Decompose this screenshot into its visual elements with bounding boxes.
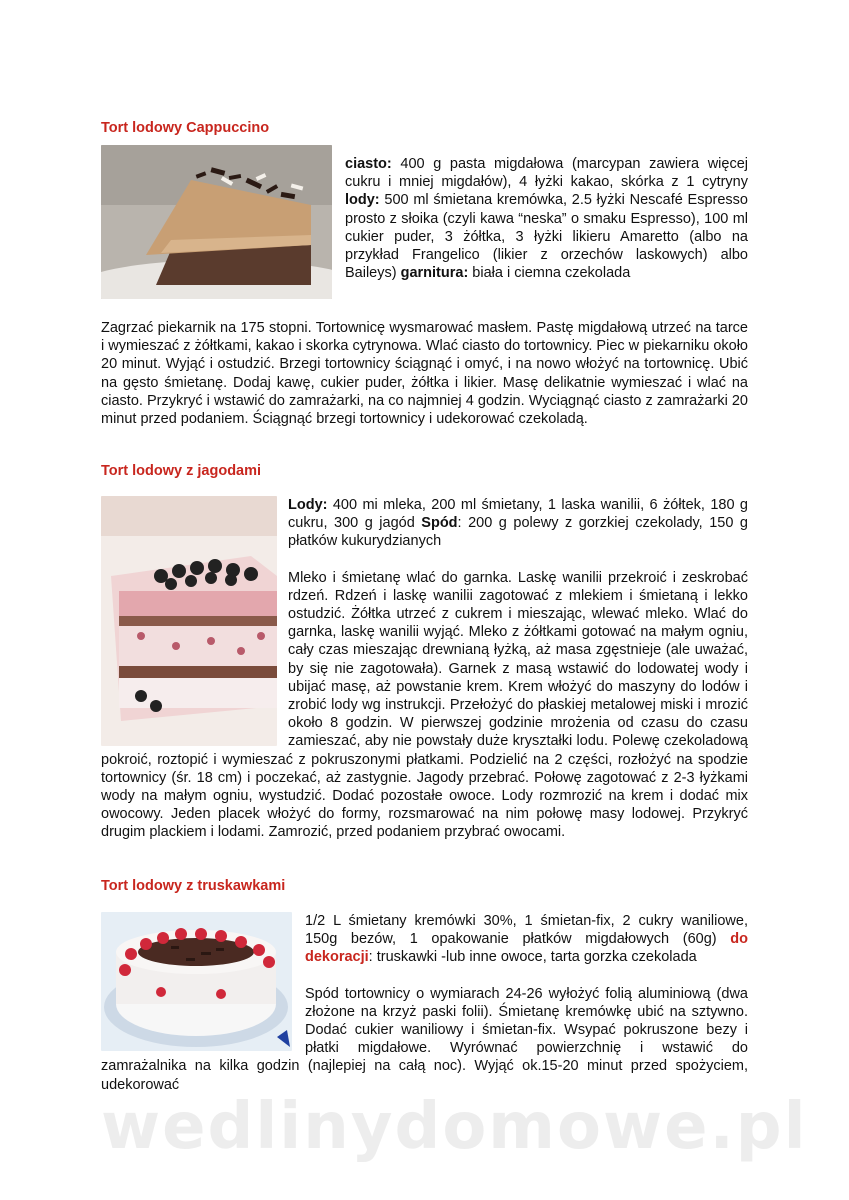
jagody-method: Mleko i śmietanę wlać do garnka. Laskę wanilii przekroić i zeskrobać rdzeń. Rdzeń i laskę wanilii zagotować z mlekiem i śmietaną i lekko ostudzić. Żółtka utrzeć z cukrem i mieszając, wlewać mleko. Wlać do garnka, laskę wanilii wyjąć. Mleko z żółtkami gotować na małym ogniu, cały czas mieszając drewnianą łyżką, aż masa zgęstnieje (ale uważać, by się nie zagotowała). Garnek z masą wstawić do lodowatej wody i ubijać masę, aż powstanie krem. Krem włożyć do maszyny do lodów i zrobić lody wg instrukcji. Przełożyć do płaskiej metalowej miski i mrozić około 8 godzin. W pierwszej godzinie mrożenia od czasu do czasu zamieszać, aby nie powstały duże kryształki lodu. Polewę czekoladową pokroić, roztopić i wymieszać z pokruszonymi płatkami. Podzielić na 2 części, rozłożyć na spodzie tortownicy (śr. 18 cm) i poczekać, aż zastygnie. Jagody przebrać. Połowę zagotować z 2-3 łyżkami wody na małym ogniu, wystudzić. Dodać pozostałe owoce. Lody rozmrozić na krem i dodać mix owocowy. Jeden placek włożyć do formy, rozsmarować na nim połowę masy lodowej. Przykryć drugim plackiem i lodami. Zamrozić, przed podaniem przybrać owocami. [101, 569, 748, 841]
jagody-content [101, 496, 748, 842]
recipe-title-truskawki: Tort lodowy z truskawkami [101, 878, 286, 894]
strawberry-cake-photo [101, 912, 292, 1051]
recipe-title-jagody: Tort lodowy z jagodami [101, 463, 262, 479]
truskawki-ingredients: 1/2 L śmietany kremówki 30%, 1 śmietan-fix, 2 cukry waniliowe, 150g bezów, 1 opakowanie płatków migdałowych (60g) do dekoracji: truskawki -lub inne owoce, tarta gorzka czekolada [305, 913, 748, 966]
cappuccino-method: Zagrzać piekarnik na 175 stopni. Tortownicę wysmarować masłem. Pastę migdałową utrzeć na tarce i wymieszać z żółtkami, kakao i skorka cytrynowa. Wlać ciasto do tortownicy. Piec w piekarniku około 20 minut. Wyjąć i ostudzić. Brzegi tortownicy ściągnąć i omyć, i na nowo włożyć na tortownicę. Ubić na gęsto śmietanę. Dodaj kawę, cukier puder, żółtka i likier. Masę delikatnie wymieszać i wlać na ciasto. Przykryć i wstawić do zamrażarki, na co najmniej 4 godzin. Wyciągnąć ciasto z zamrażarki 20 minut przed podaniem. Ściągnąć brzegi tortownicy i udekorować czekoladą. [101, 320, 748, 428]
cappuccino-cake-photo [101, 145, 332, 299]
recipe-title-cappuccino: Tort lodowy Cappuccino [101, 120, 270, 136]
watermark: wedlinydomowe.pl [101, 1090, 808, 1164]
truskawki-method: Spód tortownicy o wymiarach 24-26 wyłożyć folią aluminiową (dwa złożone na krzyż paski folii). Śmietanę kremówkę ubić na sztywno. Dodać cukier waniliowy i śmietan-fix. Wsypać pokruszone bezy i płatki migdałowe. Wyrównać powierzchnię i wstawić do zamrażalnika na kilka godzin (najlepiej na całą noc). Wyjąć ok.15-20 minut przed spożyciem, udekorować [101, 985, 748, 1093]
truskawki-content [101, 912, 748, 1094]
blueberry-cake-photo [101, 496, 277, 746]
cappuccino-ingredients: ciasto: 400 g pasta migdałowa (marcypan zawiera więcej cukru i mniej migdałów), 4 łyżki kakao, skórka z 1 cytryny lody: 500 ml śmietana kremówka, 2.5 łyżki Nescafé Espresso prosto z słoika (czyli kawa “neska” o smaku Espresso), 100 ml cukier puder, 3 żółtka, 3 łyżki likieru Amaretto (albo na przykład Frangelico (likier z orzechów laskowych) albo Baileys) garnitura: biała i ciemna czekolada [345, 156, 748, 282]
jagody-ingredients: Lody: 400 mi mleka, 200 ml śmietany, 1 laska wanilii, 6 żółtek, 180 g cukru, 300 g jagód Spód: 200 g polewy z gorzkiej czekolady, 150 g płatków kukurydzianych [288, 497, 748, 550]
